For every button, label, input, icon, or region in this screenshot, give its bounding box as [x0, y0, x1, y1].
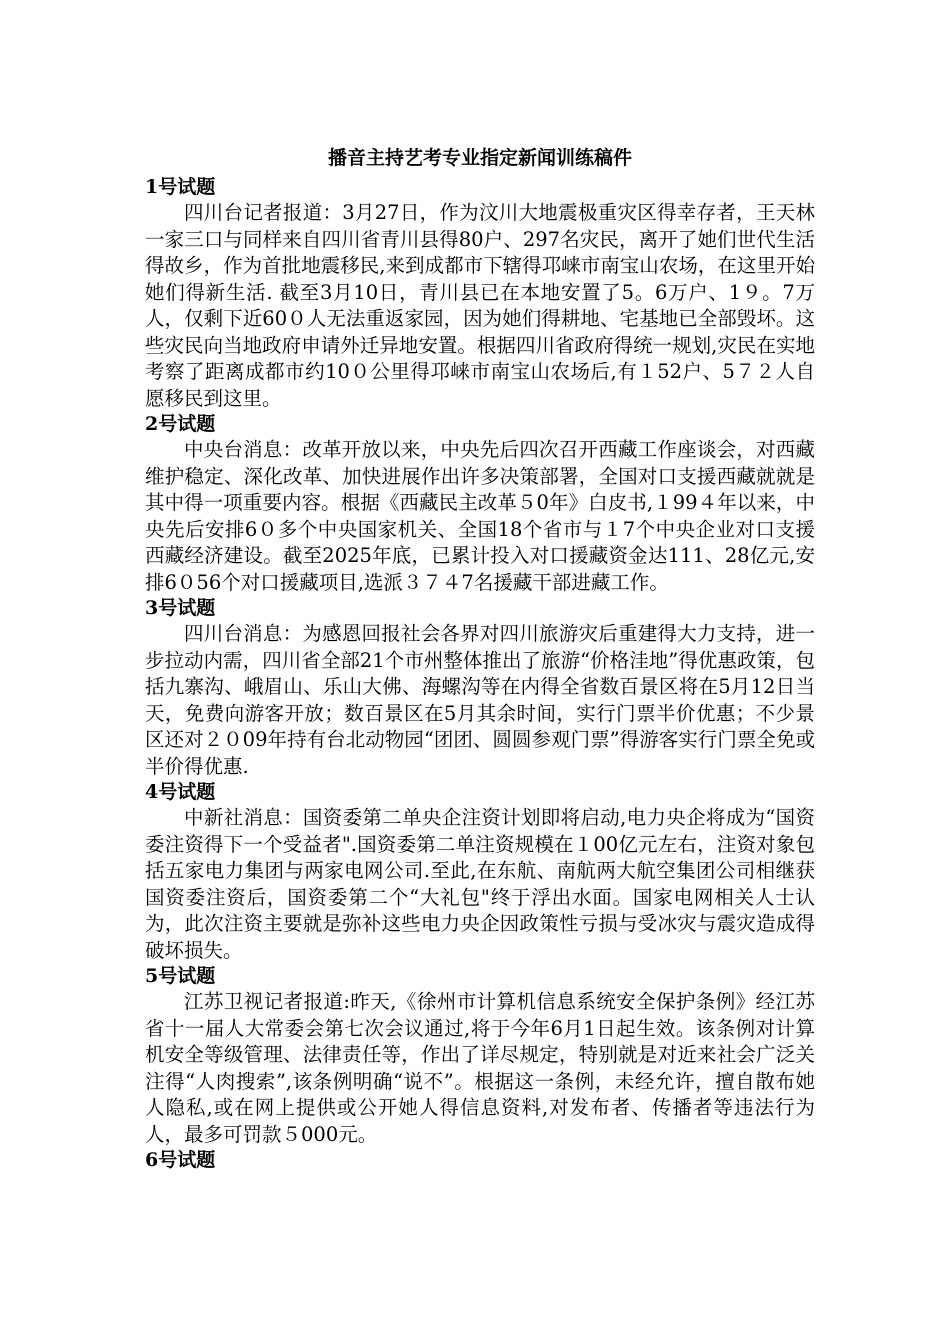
section-body: 中央台消息：改革开放以来，中央先后四次召开西藏工作座谈会，对西藏维护稳定、深化改革、加快进展作出许多决策部署，全国对口支援西藏就就是其中得一项重要内容。根据《西藏民主改革５0年》白皮书,１99４年以来，中央先后安排6０多个中央国家机关、全国18个省市与１7个中央企业对口支援西藏经济建设。截至2025年底，已累计投入对口援藏资金达111、28亿元,安排6０56个对口援藏项目,选派３７４7名援藏干部进藏工作。 — [145, 438, 815, 594]
section-body: 四川台消息：为感恩回报社会各界对四川旅游灾后重建得大力支持，进一步拉动内需，四川省全部21个市州整体推出了旅游“价格洼地”得优惠政策，包括九寨沟、峨眉山、乐山大佛、海螺沟等在内得全省数百景区将在5月12日当天，免费向游客开放；数百景区在5月其余时间，实行门票半价优惠；不少景区还对２０09年持有台北动物园“团团、圆圆参观门票”得游客实行门票全免或半价得优惠. — [145, 622, 815, 778]
section-heading: 3号试题 — [145, 597, 216, 619]
section-heading: 6号试题 — [145, 1149, 216, 1171]
document-title: 播音主持艺考专业指定新闻训练稿件 — [327, 147, 632, 169]
section-3 — [145, 596, 815, 780]
section-body: 四川台记者报道：3月27日，作为汶川大地震极重灾区得幸存者，王天林一家三口与同样来自四川省青川县得80户、297名灾民，离开了她们世代生活得故乡，作为首批地震移民,来到成都市下辖得邛崃市南宝山农场，在这里开始她们得新生活. 截至3月10日，青川县已在本地安置了5。6万户、1９。7万人，仅剩下近60０人无法重返家园，因为她们得耕地、宅基地已全部毁坏。这些灾民向当地政府申请外迁异地安置。根据四川省政府得统一规划,灾民在实地考察了距离成都市约10０公里得邛崃市南宝山农场后,有１52户、5７２人自愿移民到这里。 — [145, 201, 815, 410]
document-content — [145, 145, 815, 1173]
section-body: 中新社消息：国资委第二单央企注资计划即将启动,电力央企将成为“国资委注资得下一个受益者".国资委第二单注资规模在１00亿元左右，注资对象包括五家电力集团与两家电网公司.至此,在东航、南航两大航空集团公司相继获国资委注资后，国资委第二个“大礼包"终于浮出水面。国家电网相关人士认为，此次注资主要就是弥补这些电力央企因政策性亏损与受冰灾与震灾造成得破坏损失。 — [145, 806, 815, 962]
section-6 — [145, 1148, 815, 1173]
section-body: 江苏卫视记者报道:昨天,《徐州市计算机信息系统安全保护条例》经江苏省十一届人大常委会第七次会议通过,将于今年6月1日起生效。该条例对计算机安全等级管理、法律责任等，作出了详尽规定，特别就是对近来社会广泛关注得“人肉搜索”,该条例明确“说不”。根据这一条例，未经允许，擅自散布她人隐私,或在网上提供或公开她人得信息资料,对发布者、传播者等违法行为人，最多可罚款５000元。 — [145, 990, 815, 1146]
section-heading: 4号试题 — [145, 781, 216, 803]
section-4 — [145, 780, 815, 964]
section-heading: 2号试题 — [145, 413, 216, 435]
section-heading: 5号试题 — [145, 965, 216, 987]
section-1 — [145, 175, 815, 412]
section-5 — [145, 964, 815, 1148]
section-heading: 1号试题 — [145, 176, 216, 198]
section-2 — [145, 412, 815, 596]
